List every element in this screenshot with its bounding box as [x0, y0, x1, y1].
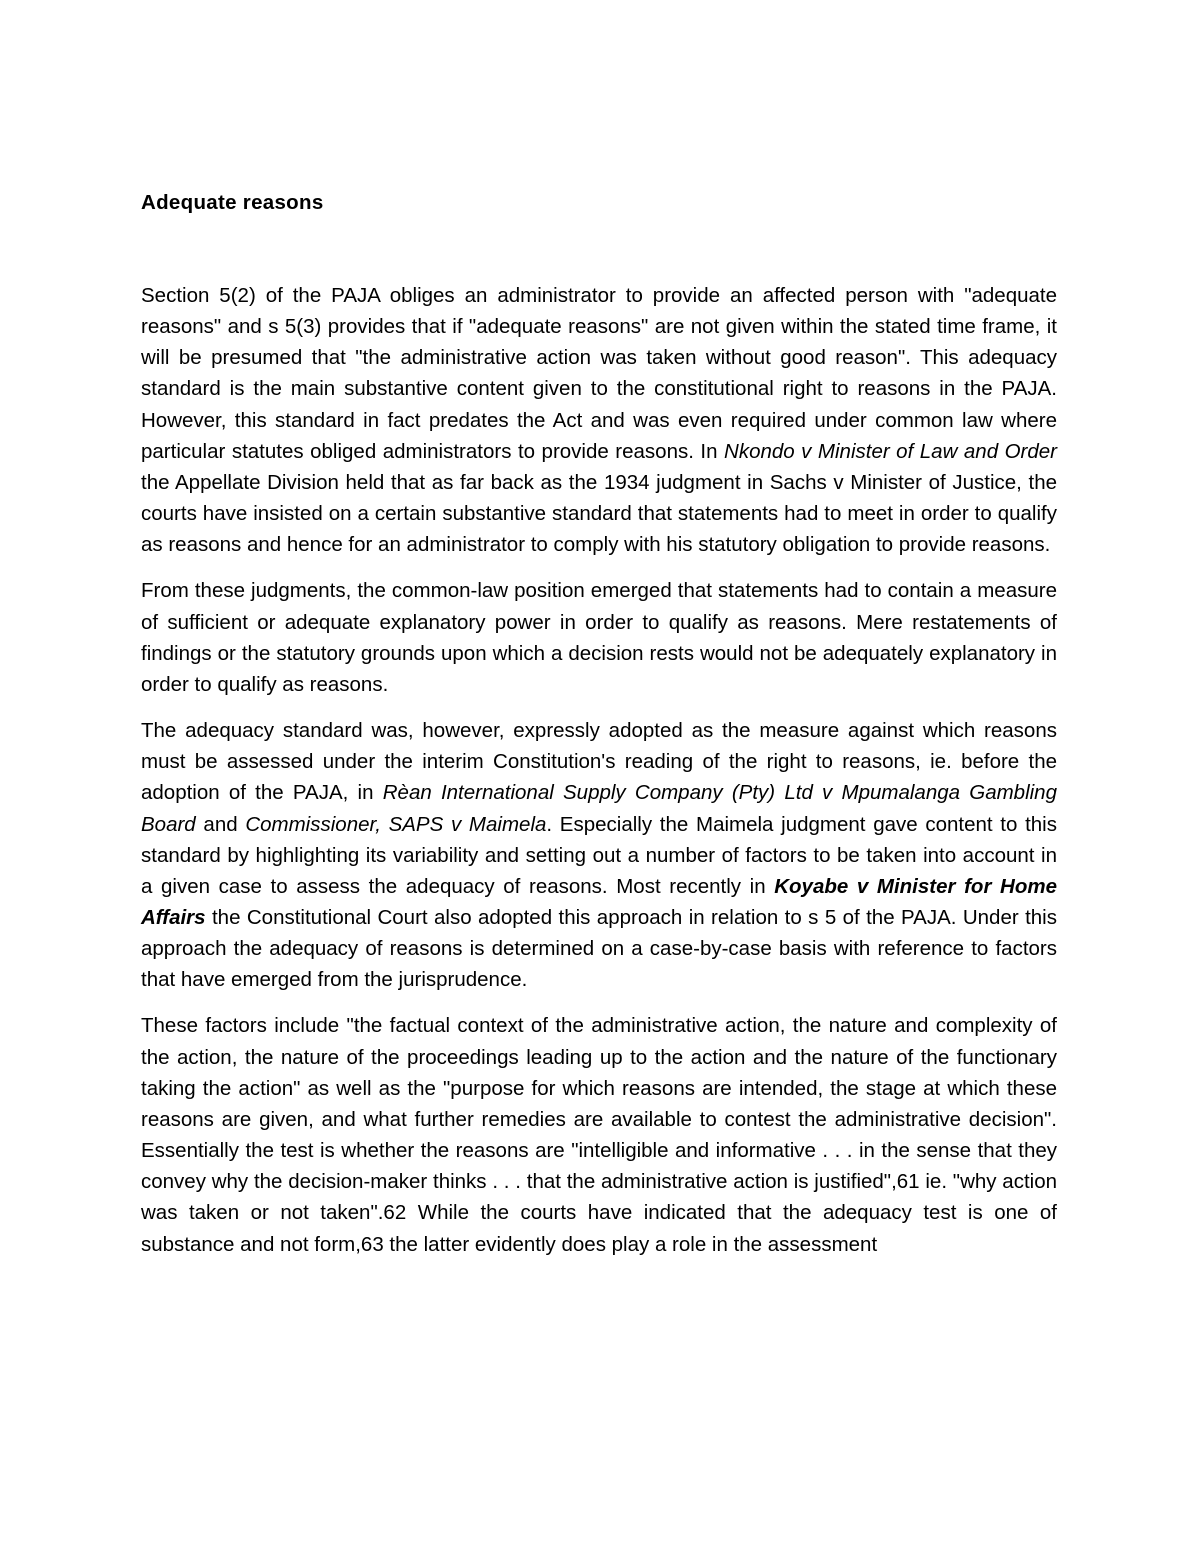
- case-citation-nkondo: Nkondo v Minister of Law and Order: [724, 439, 1057, 463]
- paragraph-1: [141, 280, 1057, 560]
- paragraph-3-text-a: The adequacy standard was, however, expressly adopted as the measure against which reasons must be assessed under the interim Constitution's reading of the right to reasons, ie. before the adoption of the PAJA, in: [141, 719, 1057, 805]
- paragraph-1-text-a: Section 5(2) of the PAJA obliges an administrator to provide an affected person with "adequate reasons" and s 5(3) provides that if "adequate reasons" are not given within the stated time frame, it will be presumed that "the administrative action was taken without good reason". This adequacy standard is the main substantive content given to the constitutional right to reasons in the PAJA. However, this standard in fact predates the Act and was even required under common law where particular statutes obliged administrators to provide reasons. In: [141, 284, 1057, 463]
- paragraph-3-text-d: the Constitutional Court also adopted this approach in relation to s 5 of the PAJA. Under this approach the adequacy of reasons is determined on a case-by-case basis with reference to factors that have emerged from the jurisprudence.: [141, 905, 1057, 992]
- paragraph-1-text-b: the Appellate Division held that as far back as the 1934 judgment in Sachs v Minister of Justice, the courts have insisted on a certain substantive standard that statements had to meet in order to qualify as reasons and hence for an administrator to comply with his statutory obligation to provide reasons.: [141, 470, 1057, 557]
- paragraph-2: From these judgments, the common-law position emerged that statements had to contain a measure of sufficient or adequate explanatory power in order to qualify as reasons. Mere restatements of findings or the statutory grounds upon which a decision rests would not be adequately explanatory in order to qualify as reasons.: [141, 579, 1057, 696]
- section-heading: Adequate reasons: [141, 191, 324, 214]
- case-citation-koyabe: Koyabe v Minister for Home Affairs: [141, 874, 1057, 929]
- paragraph-3: [141, 715, 1057, 995]
- body-text: [141, 280, 1057, 1275]
- case-citation-rean: Rèan International Supply Company (Pty) Ltd v Mpumalanga Gambling Board: [141, 781, 1057, 836]
- paragraph-4: These factors include "the factual context of the administrative action, the nature and complexity of the action, the nature of the proceedings leading up to the action and the nature of the functionary taking the action" as well as the "purpose for which reasons are intended, the stage at which these reasons are given, and what further remedies are available to contest the administrative decision". Essentially the test is whether the reasons are "intelligible and informative . . . in the sense that they convey why the decision-maker thinks . . . that the administrative action is justified",61 ie. "why action was taken or not taken".62 While the courts have indicated that the adequacy test is one of substance and not form,63 the latter evidently does play a role in the assessment: [141, 1014, 1057, 1256]
- paragraph-3-text-c: . Especially the Maimela judgment gave content to this standard by highlighting its variability and setting out a number of factors to be taken into account in a given case to assess the adequacy of reasons. Most recently in: [141, 812, 1057, 898]
- paragraph-3-text-b: and: [195, 812, 246, 836]
- case-citation-maimela: Commissioner, SAPS v Maimela: [245, 812, 547, 836]
